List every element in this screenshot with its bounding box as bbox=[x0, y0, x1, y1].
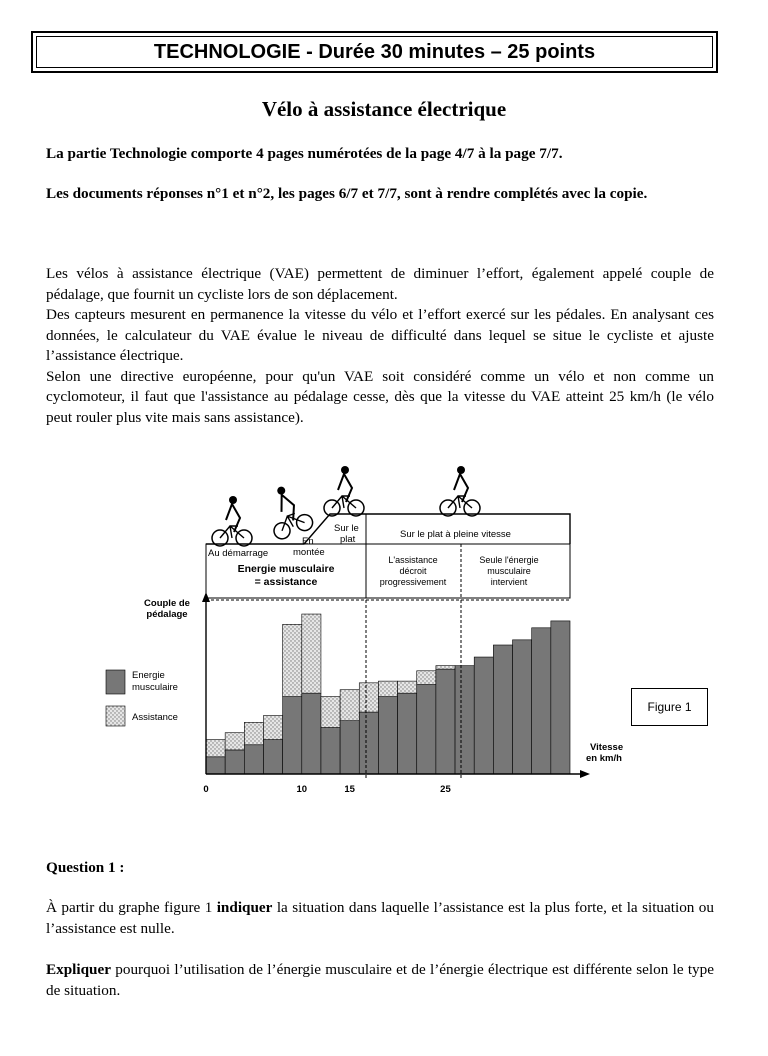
phase-label-flat-1: Sur le bbox=[334, 523, 359, 534]
question-title: Question 1 : bbox=[46, 859, 125, 876]
zone-2-line-2: décroit bbox=[399, 566, 427, 576]
x-tick-label: 25 bbox=[440, 784, 451, 795]
x-axis-arrow bbox=[580, 770, 590, 778]
paragraph-line-3: Selon une directive européenne, pour qu'un VAE soit considéré comme un vélo et non comme un cyclomoteur, il faut que l'assistance au pédalage cesse, dès que la vitesse du VAE atteint 25 km/h (le vélo peut rouler plus vite mais sans assistance). bbox=[46, 367, 714, 426]
assistance-chart bbox=[96, 462, 624, 798]
bar-muscular bbox=[455, 666, 474, 774]
bar-assistance bbox=[359, 683, 378, 712]
x-axis-label-line-1: Vitesse bbox=[590, 742, 624, 753]
zone-1-line-1: Energie musculaire bbox=[237, 563, 335, 575]
y-axis-label-line-2: pédalage bbox=[146, 609, 188, 620]
bar-muscular bbox=[474, 657, 493, 774]
x-tick-label: 0 bbox=[203, 784, 209, 795]
bar-muscular bbox=[340, 721, 359, 774]
zone-2-line-1: L'assistance bbox=[388, 555, 438, 565]
x-tick-label: 10 bbox=[296, 784, 308, 795]
zone-2-line-3: progressivement bbox=[379, 577, 447, 587]
bar-muscular bbox=[359, 712, 378, 774]
bar-muscular bbox=[225, 750, 244, 774]
question-2-text bbox=[46, 960, 714, 1001]
legend-swatch-assistance bbox=[106, 706, 125, 726]
q2-keyword: Expliquer bbox=[46, 961, 111, 978]
bar-muscular bbox=[532, 628, 551, 774]
bar-muscular bbox=[378, 697, 397, 774]
terrain-profile-line bbox=[206, 514, 570, 544]
x-tick-label: 15 bbox=[344, 784, 355, 795]
zone-3-line-3: intervient bbox=[490, 577, 528, 587]
intro-paragraph bbox=[46, 264, 714, 428]
chart-legend bbox=[106, 670, 178, 726]
bar-assistance bbox=[398, 681, 417, 693]
documents-note: Les documents réponses n°1 et n°2, les pages 6/7 et 7/7, sont à rendre complétés avec la copie. bbox=[46, 185, 648, 202]
bar-muscular bbox=[263, 740, 282, 774]
q1-text-post: la situation dans laquelle l’assistance est la plus forte, et la situation ou l’assistance est nulle. bbox=[46, 899, 714, 937]
phase-label-full-speed: Sur le plat à pleine vitesse bbox=[400, 529, 511, 540]
paragraph-line-1: Les vélos à assistance électrique (VAE) permettent de diminuer l’effort, également appelé couple de pédalage, que fournit un cycliste lors de son déplacement. bbox=[46, 265, 714, 303]
document-title: Vélo à assistance électrique bbox=[261, 97, 507, 121]
bar-assistance bbox=[283, 624, 302, 696]
pages-note: La partie Technologie comporte 4 pages numérotées de la page 4/7 à la page 7/7. bbox=[46, 145, 563, 162]
bar-assistance bbox=[263, 716, 282, 740]
bar-muscular bbox=[321, 728, 340, 774]
zone-1-line-2: = assistance bbox=[254, 576, 318, 588]
cyclist-icon bbox=[212, 496, 252, 546]
bar-assistance bbox=[225, 733, 244, 750]
bar-muscular bbox=[244, 745, 263, 774]
zone-3-line-1: Seule l'énergie bbox=[479, 555, 539, 565]
cyclist-icon bbox=[324, 466, 364, 516]
q2-text-post: pourquoi l’utilisation de l’énergie musculaire et de l’énergie électrique est différente selon le type de situation. bbox=[46, 961, 714, 999]
bar-muscular bbox=[206, 757, 225, 774]
legend-swatch-muscular bbox=[106, 670, 125, 694]
header-frame bbox=[31, 31, 718, 73]
zone-3-line-2: musculaire bbox=[487, 566, 531, 576]
phase-label-start: Au démarrage bbox=[208, 548, 269, 559]
y-axis-label-line-1: Couple de bbox=[144, 598, 190, 609]
bar-muscular bbox=[302, 693, 321, 774]
bar-assistance bbox=[436, 666, 455, 669]
bar-assistance bbox=[340, 690, 359, 721]
bar-muscular bbox=[398, 693, 417, 774]
q1-text-pre: À partir du graphe figure 1 bbox=[46, 899, 217, 916]
bar-muscular bbox=[551, 621, 570, 774]
legend-label-muscular-2: musculaire bbox=[132, 682, 178, 693]
question-1-text bbox=[46, 898, 714, 939]
bar-muscular bbox=[417, 685, 436, 774]
bar-muscular bbox=[283, 697, 302, 774]
phase-label-climb-2: montée bbox=[293, 547, 325, 558]
bar-assistance bbox=[302, 614, 321, 693]
bar-assistance bbox=[321, 697, 340, 728]
bar-muscular bbox=[513, 640, 532, 774]
bar-muscular bbox=[493, 645, 512, 774]
header-title: TECHNOLOGIE - Durée 30 minutes – 25 points bbox=[36, 36, 713, 68]
bar-muscular bbox=[436, 669, 455, 774]
legend-label-assistance: Assistance bbox=[132, 712, 178, 723]
phase-label-climb-1: En bbox=[302, 536, 314, 547]
paragraph-line-2: Des capteurs mesurent en permanence la vitesse du vélo et l’effort exercé sur les pédales. En analysant ces données, le calculateur du VAE évalue le niveau de difficulté dans lequel se situe le cycliste et ajuste l’assistance électrique. bbox=[46, 306, 714, 364]
phase-label-flat-2: plat bbox=[340, 534, 356, 545]
bar-assistance bbox=[206, 740, 225, 757]
q1-keyword: indiquer bbox=[216, 899, 273, 916]
bar-assistance bbox=[417, 671, 436, 685]
legend-label-muscular-1: Energie bbox=[132, 670, 165, 681]
x-tick-labels bbox=[203, 784, 451, 795]
bar-assistance bbox=[378, 681, 397, 696]
x-axis-label-line-2: en km/h bbox=[586, 753, 622, 764]
y-axis-arrow bbox=[202, 592, 210, 602]
bar-assistance bbox=[244, 722, 263, 744]
cyclist-icon bbox=[260, 480, 315, 541]
bars-group bbox=[206, 614, 570, 774]
figure-label: Figure 1 bbox=[631, 688, 708, 726]
cyclist-icon bbox=[440, 466, 480, 516]
chart-top-banner bbox=[206, 466, 570, 598]
